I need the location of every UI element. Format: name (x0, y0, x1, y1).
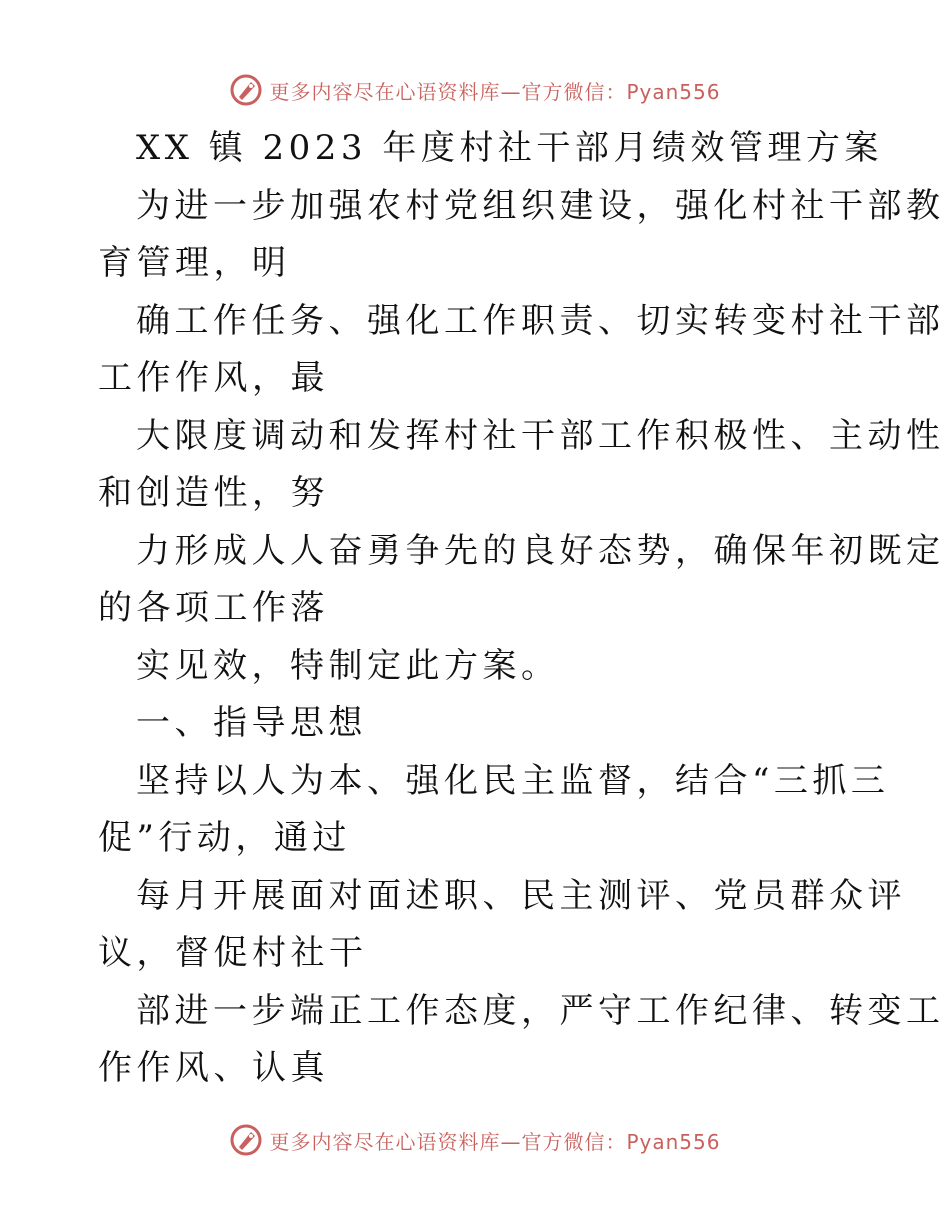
watermark-banner-bottom (0, 1120, 950, 1160)
document-title: XX 镇 2023 年度村社干部月绩效管理方案 (136, 128, 883, 168)
text-line: 育管理，明 (98, 243, 291, 283)
text-line: 和创造性，努 (98, 473, 329, 513)
text-line: 部进一步端正工作态度，严守工作纪律、转变工 (136, 990, 945, 1031)
text-line: 坚持以人为本、强化民主监督，结合“三抓三 (136, 760, 890, 801)
pen-nib-logo-icon (229, 73, 263, 107)
text-line: 每月开展面对面述职、民主测评、党员群众评 (136, 875, 906, 916)
text-line: 一、指导思想 (136, 703, 367, 743)
pen-nib-logo-icon (229, 1123, 263, 1157)
text-line: 实见效，特制定此方案。 (136, 645, 560, 686)
text-line: 工作作风，最 (98, 358, 329, 398)
text-line: 的各项工作落 (98, 588, 329, 628)
text-line: 大限度调动和发挥村社干部工作积极性、主动性 (136, 415, 945, 456)
text-line: 促”行动，通过 (98, 818, 351, 858)
document-body (98, 120, 945, 1098)
watermark-text: 更多内容尽在心语资料库—官方微信：Pyan556 (269, 79, 721, 104)
text-line: 议，督促村社干 (98, 933, 368, 973)
watermark-banner-top (0, 70, 950, 110)
text-line: 力形成人人奋勇争先的良好态势，确保年初既定 (136, 530, 945, 571)
text-line: 确工作任务、强化工作职责、切实转变村社干部 (136, 300, 945, 341)
text-line: 作作风、认真 (98, 1048, 329, 1088)
watermark-text: 更多内容尽在心语资料库—官方微信：Pyan556 (269, 1129, 721, 1154)
text-line: 为进一步加强农村党组织建设，强化村社干部教 (136, 185, 945, 226)
